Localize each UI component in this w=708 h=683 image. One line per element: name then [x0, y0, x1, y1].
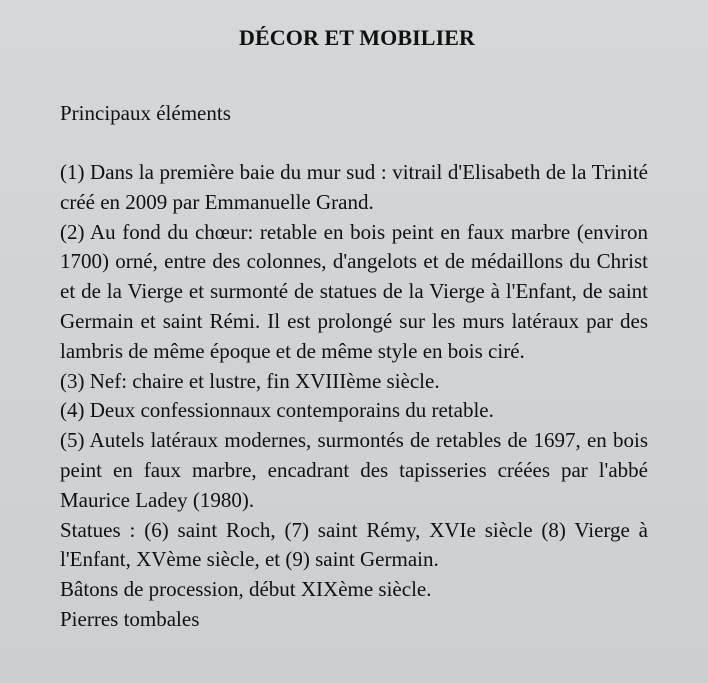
entry-confessionnaux: (4) Deux confessionnaux contemporains du retable.: [60, 398, 494, 423]
section-subtitle: Principaux éléments: [60, 101, 231, 125]
entry-nef: (3) Nef: chaire et lustre, fin XVIIIème siècle.: [60, 368, 440, 393]
entry-pierres-tombales: Pierres tombales: [60, 606, 200, 631]
entry-autels-lateraux: (5) Autels latéraux modernes, surmontés de retables de 1697, en bois peint en faux marbre, encadrant des tapisseries créées par l'abbé Maurice Ladey (1980).: [60, 428, 648, 512]
entry-statues: Statues : (6) saint Roch, (7) saint Rémy, XVIe siècle (8) Vierge à l'Enfant, XVème siècle, et (9) saint Germain.: [60, 517, 648, 572]
entry-batons: Bâtons de procession, début XIXème siècle.: [60, 577, 432, 602]
document-title: DÉCOR ET MOBILIER: [238, 25, 475, 50]
entry-vitrail: (1) Dans la première baie du mur sud : vitrail d'Elisabeth de la Trinité créé en 2009 par Emmanuelle Grand.: [60, 160, 648, 214]
entry-retable-choeur: (2) Au fond du chœur: retable en bois peint en faux marbre (environ 1700) orné, entre des colonnes, d'angelots et de médaillons du Christ et de la Vierge et surmonté de statues de la Vierge à l'Enfant, de saint Germain et saint Rémi. Il est prolongé sur les murs latéraux par des lambris de même époque et de même style en bois ciré.: [60, 219, 648, 363]
entry-list: [60, 158, 648, 635]
